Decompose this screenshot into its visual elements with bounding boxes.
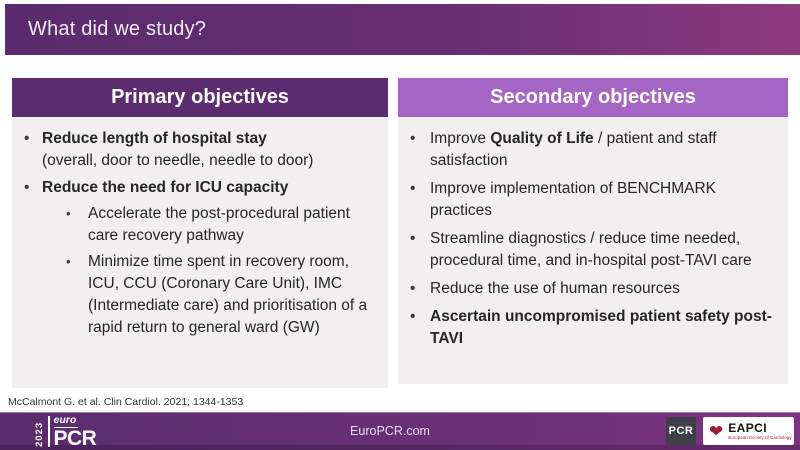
list-item — [398, 128, 788, 172]
logo-year: 2023 — [34, 421, 45, 447]
list-item-text: Reduce the need for ICU capacity — [42, 179, 289, 196]
eapci-text — [728, 422, 791, 441]
pcr-logo-badge: PCR — [666, 417, 696, 445]
primary-objectives-body — [12, 117, 388, 388]
list-item — [398, 178, 788, 222]
footer-bar — [0, 412, 800, 450]
list-item — [42, 251, 380, 339]
website-text: EuroPCR.com — [350, 424, 430, 438]
logo-euro-text: euro — [54, 415, 79, 428]
heart-icon: ❤ — [709, 421, 724, 441]
list-item — [12, 177, 388, 339]
secondary-objectives-body — [398, 117, 788, 384]
secondary-objectives-panel — [398, 78, 788, 384]
primary-objectives-header: Primary objectives — [12, 78, 388, 117]
list-item-text: Minimize time spent in recovery room, ICU, CCU (Coronary Care Unit), IMC (Intermediate care) and prioritisation of a rapid return to general ward (GW) — [88, 253, 368, 336]
eapci-logo-badge — [703, 417, 794, 445]
list-item — [12, 128, 388, 172]
list-item-text: Improve implementation of BENCHMARK practices — [430, 180, 716, 219]
citation: McCalmont G. et al. Clin Cardiol. 2021; 1344-1353 — [8, 396, 244, 408]
eapci-name: EAPCI — [728, 420, 767, 435]
list-item — [398, 306, 788, 350]
eapci-subtitle: European Society of Cardiology — [728, 434, 792, 440]
list-item — [398, 228, 788, 272]
title-bar — [5, 4, 800, 55]
list-item-text: Quality of Life — [490, 130, 594, 147]
list-item-text: • Reduce length of hospital stay — [42, 130, 267, 147]
secondary-objectives-header: Secondary objectives — [398, 78, 788, 117]
list-item-text: (overall, door to needle, needle to door) — [42, 152, 314, 169]
primary-objectives-panel — [12, 78, 388, 388]
list-item — [398, 278, 788, 300]
list-item — [42, 203, 380, 247]
primary-objectives-list — [12, 128, 388, 339]
list-item-text: Improve — [430, 130, 491, 147]
list-item-text: Reduce the use of human resources — [430, 280, 680, 297]
logo-pcr-text: PCR — [53, 426, 97, 450]
list-item-text: / patient and staff satisfaction — [430, 130, 717, 169]
list-item-text: Accelerate the post-procedural patient care recovery pathway — [88, 205, 350, 244]
slide-title: What did we study? — [28, 18, 207, 40]
list-item-text: Streamline diagnostics / reduce time needed, procedural time, and in-hospital post-TAVI care — [430, 230, 752, 269]
primary-sub-list — [42, 203, 380, 339]
list-item-text: Ascertain uncompromised patient safety post-TAVI — [430, 308, 772, 347]
secondary-objectives-list — [398, 128, 788, 350]
